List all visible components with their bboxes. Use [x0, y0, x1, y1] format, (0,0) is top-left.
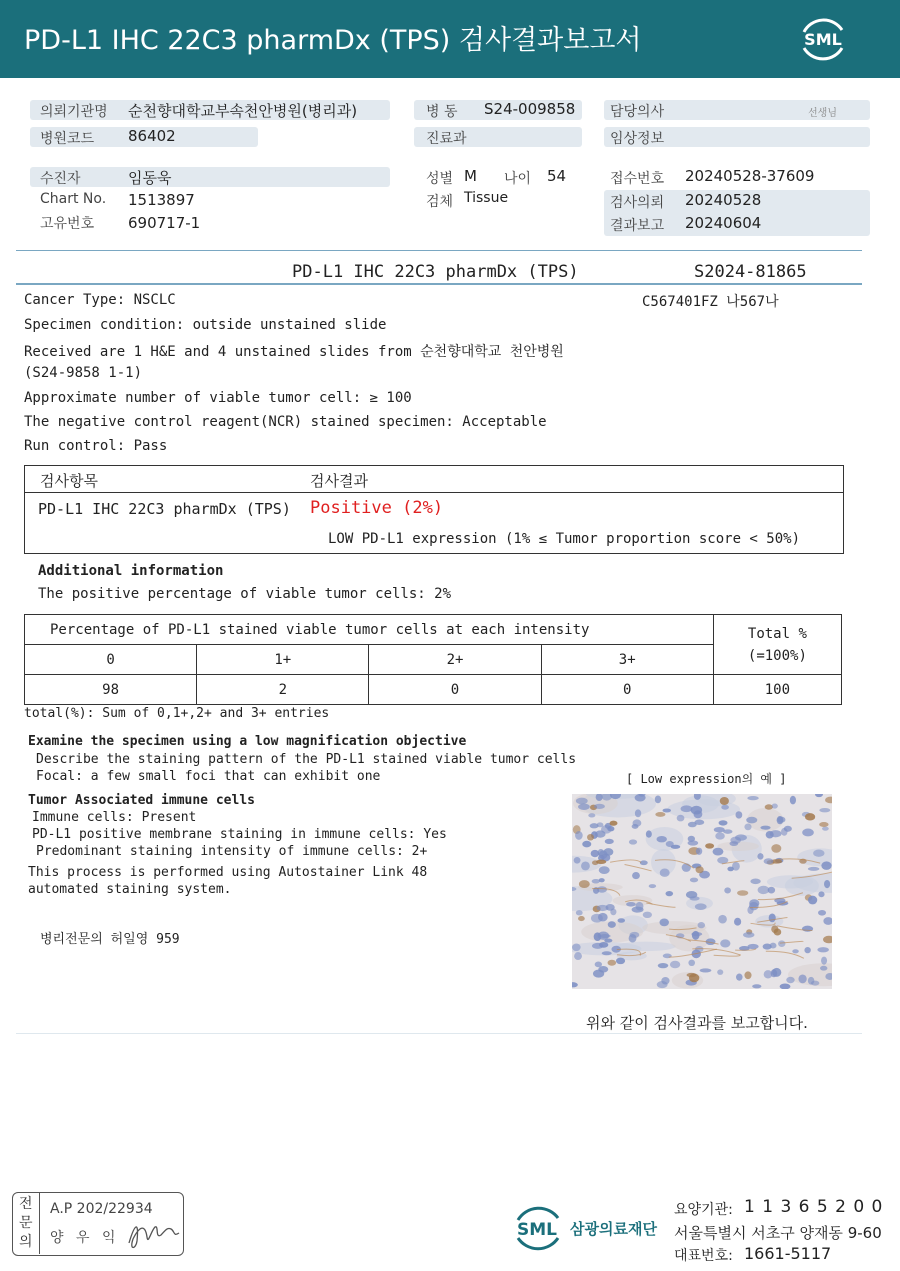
- doctor-label: 담당의사: [610, 104, 665, 120]
- image-caption: [ Low expression의 예 ]: [626, 772, 787, 786]
- sml-logo-icon: [796, 14, 850, 64]
- value-1plus: 2: [197, 675, 369, 705]
- clinical-label: 임상정보: [610, 131, 665, 147]
- process-line: This process is performed using Autostainer Link 48: [28, 865, 428, 880]
- stamp-name: 양 우 익: [50, 1230, 120, 1246]
- additional-title: Additional information: [38, 563, 224, 579]
- specialist-stamp: [12, 1192, 184, 1256]
- col-3plus: 3+: [541, 645, 713, 675]
- reception-label: 접수번호: [610, 171, 665, 187]
- col-1plus: 1+: [197, 645, 369, 675]
- report-number: S2024-81865: [694, 262, 807, 282]
- report-line: Run control: Pass: [24, 438, 168, 454]
- id-label: 고유번호: [40, 216, 95, 232]
- svg-text:SML: SML: [517, 1220, 557, 1240]
- report-line: Cancer Type: NSCLC: [24, 292, 176, 308]
- total-note: total(%): Sum of 0,1+,2+ and 3+ entries: [24, 706, 330, 721]
- result-date-label: 결과보고: [610, 218, 665, 234]
- institution-label: 의뢰기관명: [40, 104, 108, 120]
- value-total: 100: [713, 675, 841, 705]
- result-date-value: 20240604: [685, 214, 762, 232]
- footer-brand: 삼광의료재단: [570, 1220, 657, 1238]
- footer-inst-code: 1 1 3 6 5 2 0 0: [744, 1197, 884, 1217]
- doctor-suffix: 선생님: [808, 108, 837, 119]
- process-line: automated staining system.: [28, 882, 232, 897]
- hospital-code-value: 86402: [128, 127, 176, 145]
- footer-phone: 1661-5117: [744, 1244, 832, 1263]
- result-item: PD-L1 IHC 22C3 pharmDx (TPS): [38, 500, 291, 518]
- ward-label: 병 동: [426, 104, 458, 120]
- ihc-example-image: [572, 794, 832, 989]
- immune-line: Immune cells: Present: [32, 810, 197, 825]
- pathologist: 병리전문의 허일영 959: [40, 932, 180, 947]
- report-head-divider: [16, 283, 862, 285]
- stamp-char: 의: [19, 1234, 33, 1250]
- request-label: 검사의뢰: [610, 195, 665, 211]
- result-col-result: 검사결과: [310, 472, 368, 490]
- examine-title: Examine the specimen using a low magnification objective: [28, 734, 467, 749]
- footer-phone-label: 대표번호:: [674, 1248, 733, 1264]
- specimen-value: Tissue: [464, 190, 509, 206]
- patient-bar: [30, 167, 390, 187]
- col-0: 0: [25, 645, 197, 675]
- sex-value: M: [464, 167, 477, 185]
- report-code: C567401FZ 나567나: [642, 294, 779, 310]
- additional-line: The positive percentage of viable tumor cells: 2%: [38, 586, 452, 602]
- svg-text:SML: SML: [804, 30, 842, 49]
- chart-value: 1513897: [128, 191, 195, 209]
- col-2plus: 2+: [369, 645, 541, 675]
- patient-label: 수진자: [40, 171, 81, 187]
- id-value: 690717-1: [128, 214, 201, 232]
- total-header-text: Total %: [747, 625, 807, 642]
- stamp-ap: A.P 202/22934: [50, 1201, 153, 1217]
- total-header-sub: (=100%): [747, 647, 807, 664]
- report-test-name: PD-L1 IHC 22C3 pharmDx (TPS): [292, 262, 579, 282]
- sex-label: 성별: [426, 171, 454, 187]
- request-value: 20240528: [685, 191, 762, 209]
- result-note: LOW PD-L1 expression (1% ≤ Tumor proportion score < 50%): [328, 531, 801, 547]
- reception-value: 20240528-37609: [685, 167, 815, 185]
- report-line: Approximate number of viable tumor cell: ≥ 100: [24, 390, 412, 406]
- ward-value: S24-009858: [484, 100, 576, 118]
- patient-value: 임동욱: [128, 169, 172, 187]
- intensity-table-header: Percentage of PD-L1 stained viable tumor cells at each intensity: [25, 615, 714, 645]
- examine-line: Describe the staining pattern of the PD-L1 stained viable tumor cells: [36, 752, 577, 767]
- examine-line: Focal: a few small foci that can exhibit one: [36, 769, 381, 784]
- signature-icon: [125, 1213, 183, 1253]
- chart-label: Chart No.: [40, 191, 107, 207]
- value-0: 98: [25, 675, 197, 705]
- hospital-code-label: 병원코드: [40, 131, 95, 147]
- closing-statement: 위와 같이 검사결과를 보고합니다.: [586, 1014, 808, 1032]
- age-value: 54: [547, 167, 567, 185]
- immune-line: Predominant staining intensity of immune cells: 2+: [36, 844, 428, 859]
- stamp-char: 문: [19, 1215, 33, 1231]
- report-line: Received are 1 H&E and 4 unstained slides from 순천향대학교 천안병원: [24, 344, 564, 360]
- dept-label: 진료과: [426, 131, 467, 147]
- footer-address: 서울특별시 서초구 양재동 9-60: [674, 1224, 882, 1242]
- age-label: 나이: [504, 171, 532, 187]
- intensity-table: [24, 614, 842, 705]
- report-title: PD-L1 IHC 22C3 pharmDx (TPS) 검사결과보고서: [24, 25, 642, 56]
- result-col-item: 검사항목: [40, 472, 98, 490]
- sml-footer-logo-icon: [510, 1200, 565, 1255]
- immune-line: PD-L1 positive membrane staining in immune cells: Yes: [32, 827, 447, 842]
- result-positive: Positive (2%): [310, 498, 444, 518]
- report-line: Specimen condition: outside unstained slide: [24, 317, 387, 333]
- total-header: [713, 615, 841, 675]
- report-line: (S24-9858 1-1): [24, 365, 143, 381]
- report-line: The negative control reagent(NCR) stained specimen: Acceptable: [24, 414, 547, 430]
- specimen-label: 검체: [426, 194, 454, 210]
- stamp-char: 전: [19, 1196, 33, 1212]
- report-header: [0, 0, 900, 78]
- footer-inst-label: 요양기관:: [674, 1202, 733, 1218]
- institution-value: 순천향대학교부속천안병원(병리과): [128, 102, 358, 120]
- value-2plus: 0: [369, 675, 541, 705]
- value-3plus: 0: [541, 675, 713, 705]
- ihc-micrograph-icon: [572, 794, 832, 989]
- immune-title: Tumor Associated immune cells: [28, 793, 255, 808]
